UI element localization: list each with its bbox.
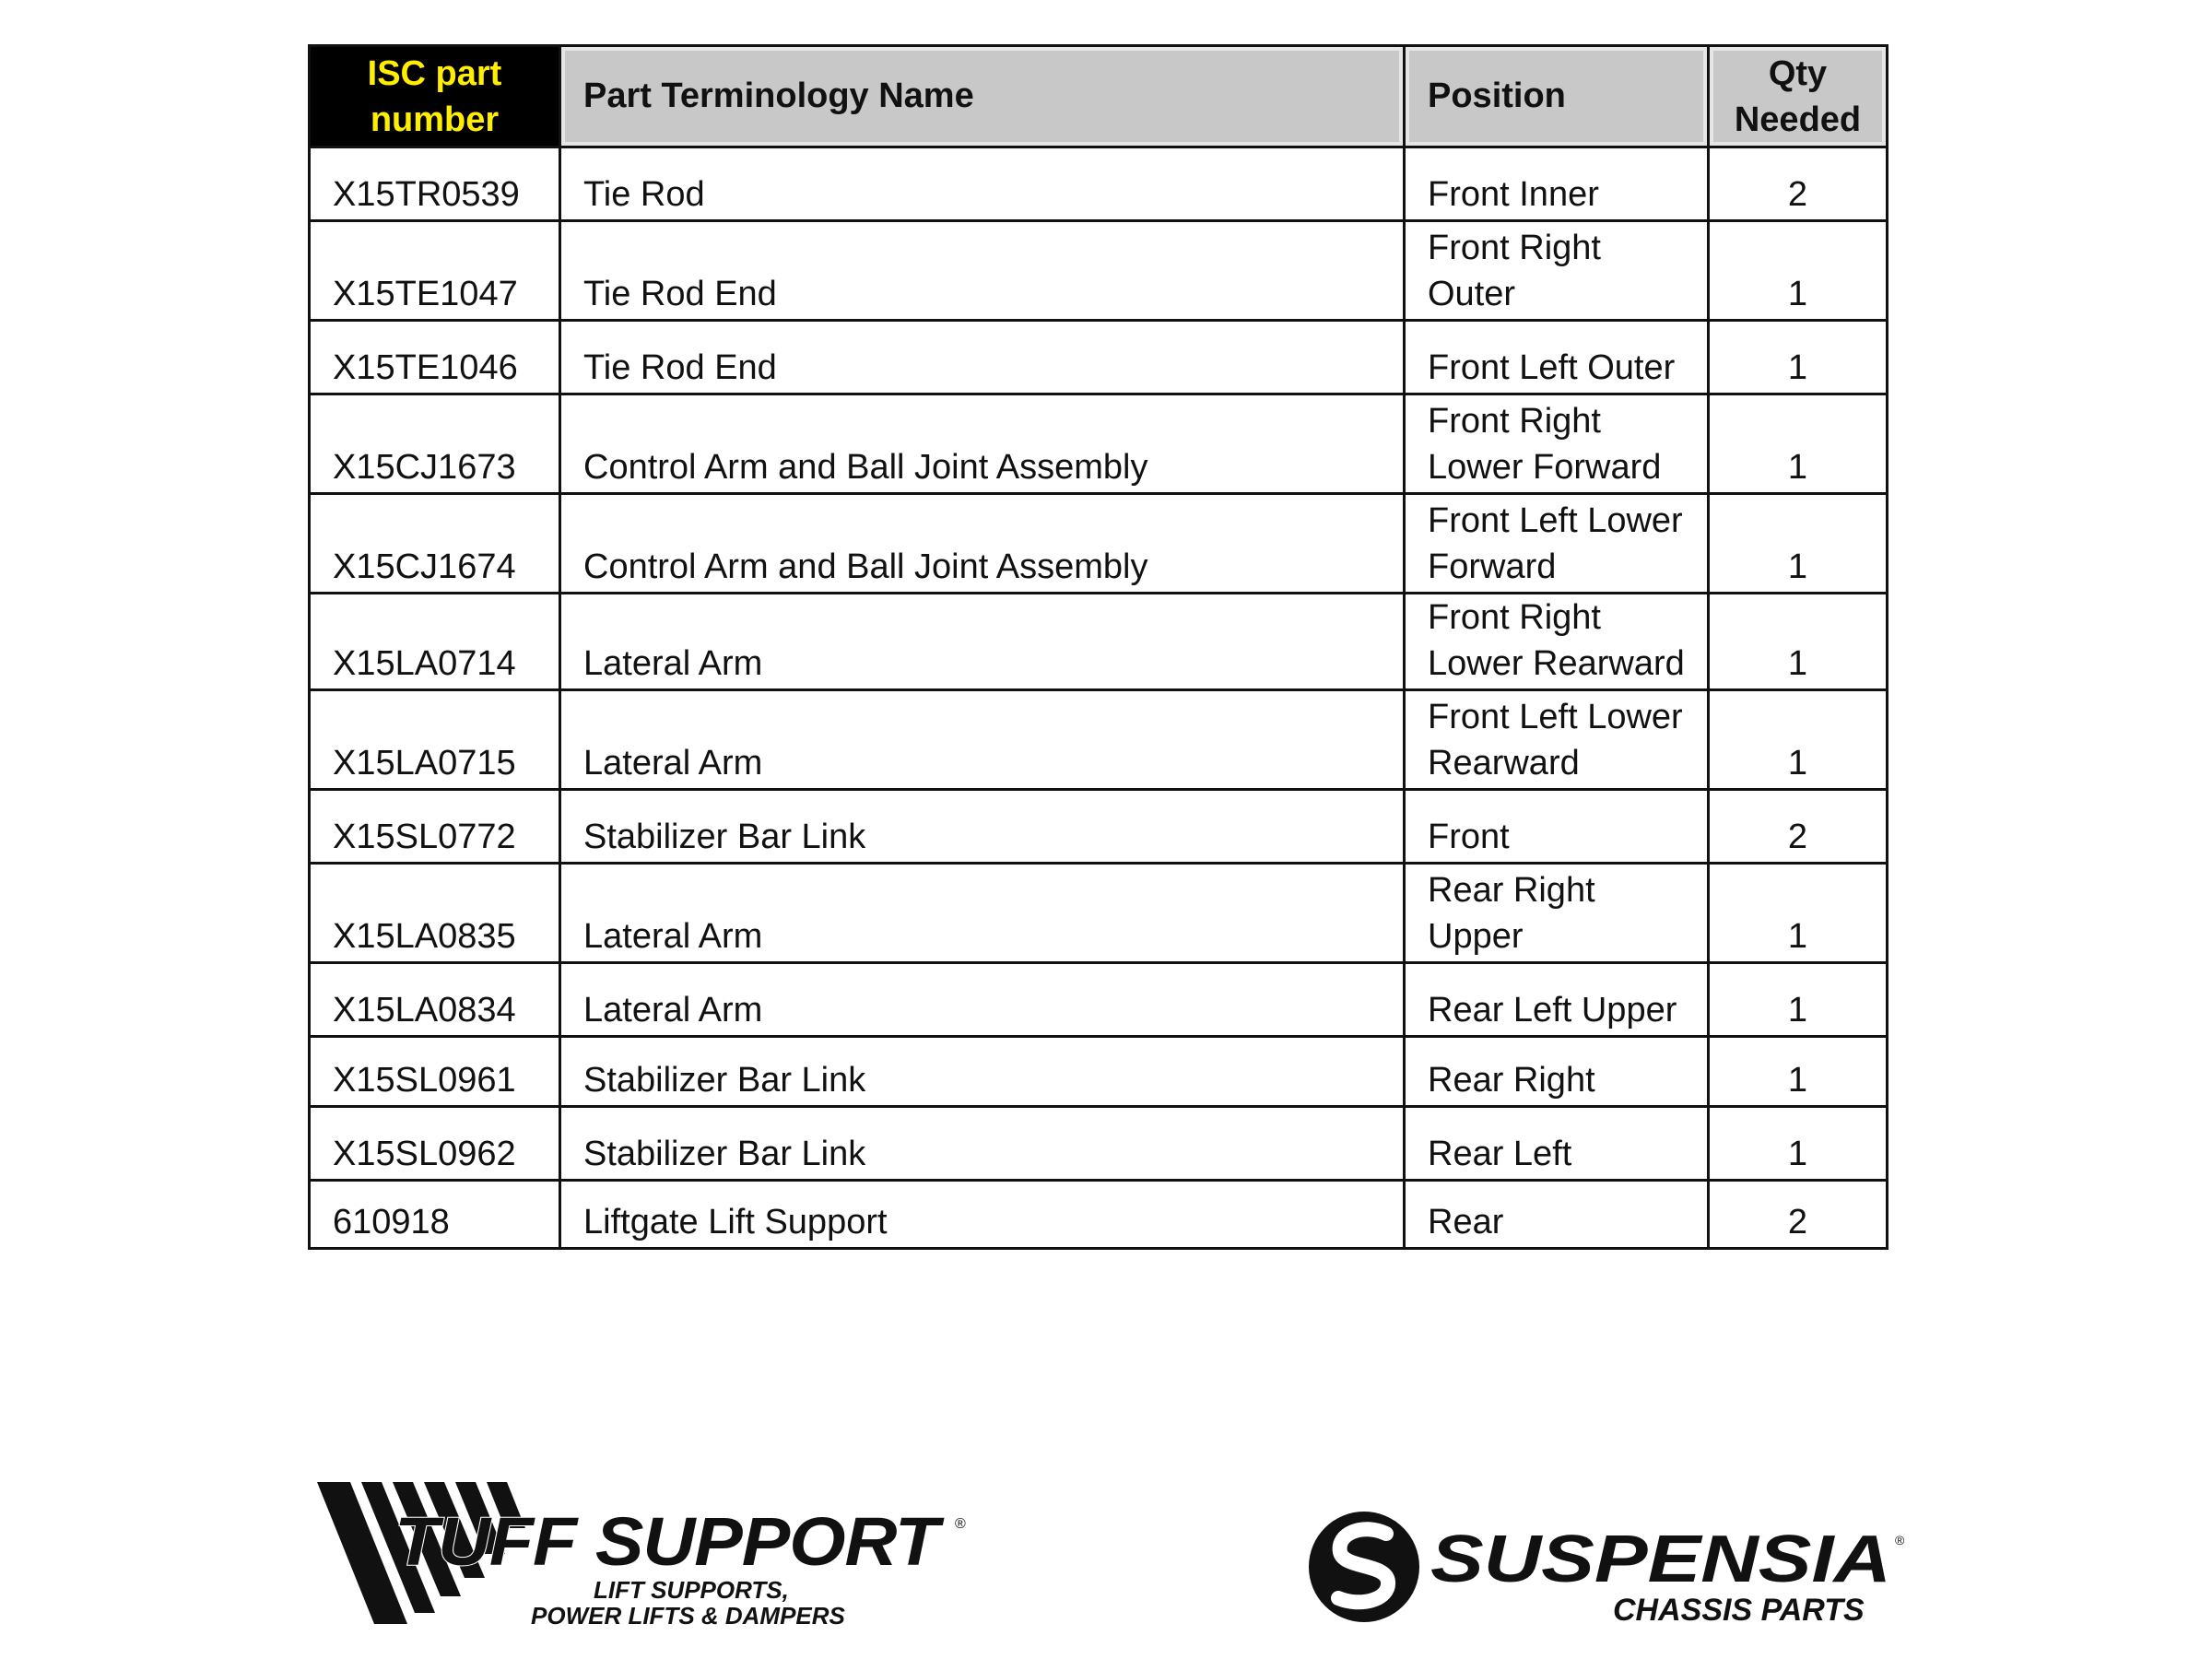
suspensia-tagline: CHASSIS PARTS	[1613, 1593, 1865, 1628]
cell-position: Rear Right Upper	[1405, 864, 1709, 963]
cell-isc-part-number: X15TR0539	[310, 147, 560, 221]
cell-position: Front	[1405, 790, 1709, 864]
header-position: Position	[1405, 46, 1709, 147]
cell-part-name: Stabilizer Bar Link	[560, 790, 1405, 864]
cell-isc-part-number: X15CJ1673	[310, 394, 560, 494]
cell-position: Rear Left Upper	[1405, 963, 1709, 1037]
cell-part-name: Stabilizer Bar Link	[560, 1107, 1405, 1181]
cell-isc-part-number: X15SL0961	[310, 1037, 560, 1107]
table-row	[310, 1037, 1888, 1107]
header-qty-needed: Qty Needed	[1709, 46, 1888, 147]
cell-qty-needed: 1	[1709, 1037, 1888, 1107]
cell-qty-needed: 1	[1709, 394, 1888, 494]
cell-qty-needed: 1	[1709, 1107, 1888, 1181]
table-row	[310, 494, 1888, 594]
cell-part-name: Stabilizer Bar Link	[560, 1037, 1405, 1107]
cell-position: Rear Left	[1405, 1107, 1709, 1181]
table-row	[310, 147, 1888, 221]
table-row	[310, 690, 1888, 790]
tuff-support-tagline-2: POWER LIFTS & DAMPERS	[531, 1602, 845, 1630]
cell-qty-needed: 2	[1709, 790, 1888, 864]
cell-part-name: Lateral Arm	[560, 594, 1405, 690]
cell-isc-part-number: X15SL0772	[310, 790, 560, 864]
cell-position: Front Inner	[1405, 147, 1709, 221]
header-part-terminology-name: Part Terminology Name	[560, 46, 1405, 147]
tuff-support-tagline-1: LIFT SUPPORTS,	[594, 1576, 789, 1604]
parts-table	[308, 44, 1888, 1250]
cell-qty-needed: 1	[1709, 594, 1888, 690]
cell-qty-needed: 2	[1709, 147, 1888, 221]
cell-position: Front Right Outer	[1405, 221, 1709, 321]
cell-isc-part-number: X15SL0962	[310, 1107, 560, 1181]
cell-isc-part-number: X15LA0714	[310, 594, 560, 690]
cell-qty-needed: 1	[1709, 494, 1888, 594]
cell-part-name: Tie Rod End	[560, 221, 1405, 321]
cell-part-name: Control Arm and Ball Joint Assembly	[560, 394, 1405, 494]
suspensia-s-emblem-icon	[1309, 1512, 1419, 1622]
tuff-support-wordmark: TUFF SUPPORT	[394, 1503, 946, 1580]
table-row	[310, 1107, 1888, 1181]
cell-qty-needed: 1	[1709, 321, 1888, 394]
table-row	[310, 221, 1888, 321]
cell-position: Rear	[1405, 1181, 1709, 1249]
cell-isc-part-number: X15LA0834	[310, 963, 560, 1037]
cell-position: Rear Right	[1405, 1037, 1709, 1107]
cell-isc-part-number: X15CJ1674	[310, 494, 560, 594]
table-row	[310, 321, 1888, 394]
cell-part-name: Lateral Arm	[560, 963, 1405, 1037]
registered-mark: ®	[955, 1516, 966, 1532]
cell-isc-part-number: X15TE1046	[310, 321, 560, 394]
table-row	[310, 1181, 1888, 1249]
table-row	[310, 864, 1888, 963]
table-row	[310, 963, 1888, 1037]
suspensia-wordmark: SUSPENSIA	[1430, 1523, 1891, 1596]
cell-isc-part-number: X15LA0715	[310, 690, 560, 790]
cell-position: Front Right Lower Rearward	[1405, 594, 1709, 690]
cell-part-name: Lateral Arm	[560, 690, 1405, 790]
cell-position: Front Left Outer	[1405, 321, 1709, 394]
cell-part-name: Lateral Arm	[560, 864, 1405, 963]
cell-part-name: Tie Rod	[560, 147, 1405, 221]
cell-qty-needed: 2	[1709, 1181, 1888, 1249]
cell-part-name: Control Arm and Ball Joint Assembly	[560, 494, 1405, 594]
suspensia-logo	[1307, 1502, 1906, 1636]
table-header-row	[310, 46, 1888, 147]
header-isc-part-number: ISC part number	[310, 46, 560, 147]
table-body	[310, 147, 1888, 1249]
table-row	[310, 394, 1888, 494]
table-row	[310, 790, 1888, 864]
cell-qty-needed: 1	[1709, 864, 1888, 963]
cell-part-name: Liftgate Lift Support	[560, 1181, 1405, 1249]
cell-isc-part-number: X15TE1047	[310, 221, 560, 321]
cell-position: Front Right Lower Forward	[1405, 394, 1709, 494]
cell-qty-needed: 1	[1709, 963, 1888, 1037]
cell-qty-needed: 1	[1709, 221, 1888, 321]
table-row	[310, 594, 1888, 690]
cell-qty-needed: 1	[1709, 690, 1888, 790]
registered-mark: ®	[1895, 1533, 1905, 1547]
cell-position: Front Left Lower Forward	[1405, 494, 1709, 594]
tuff-support-logo	[317, 1475, 981, 1631]
cell-isc-part-number: X15LA0835	[310, 864, 560, 963]
cell-position: Front Left Lower Rearward	[1405, 690, 1709, 790]
cell-part-name: Tie Rod End	[560, 321, 1405, 394]
cell-isc-part-number: 610918	[310, 1181, 560, 1249]
